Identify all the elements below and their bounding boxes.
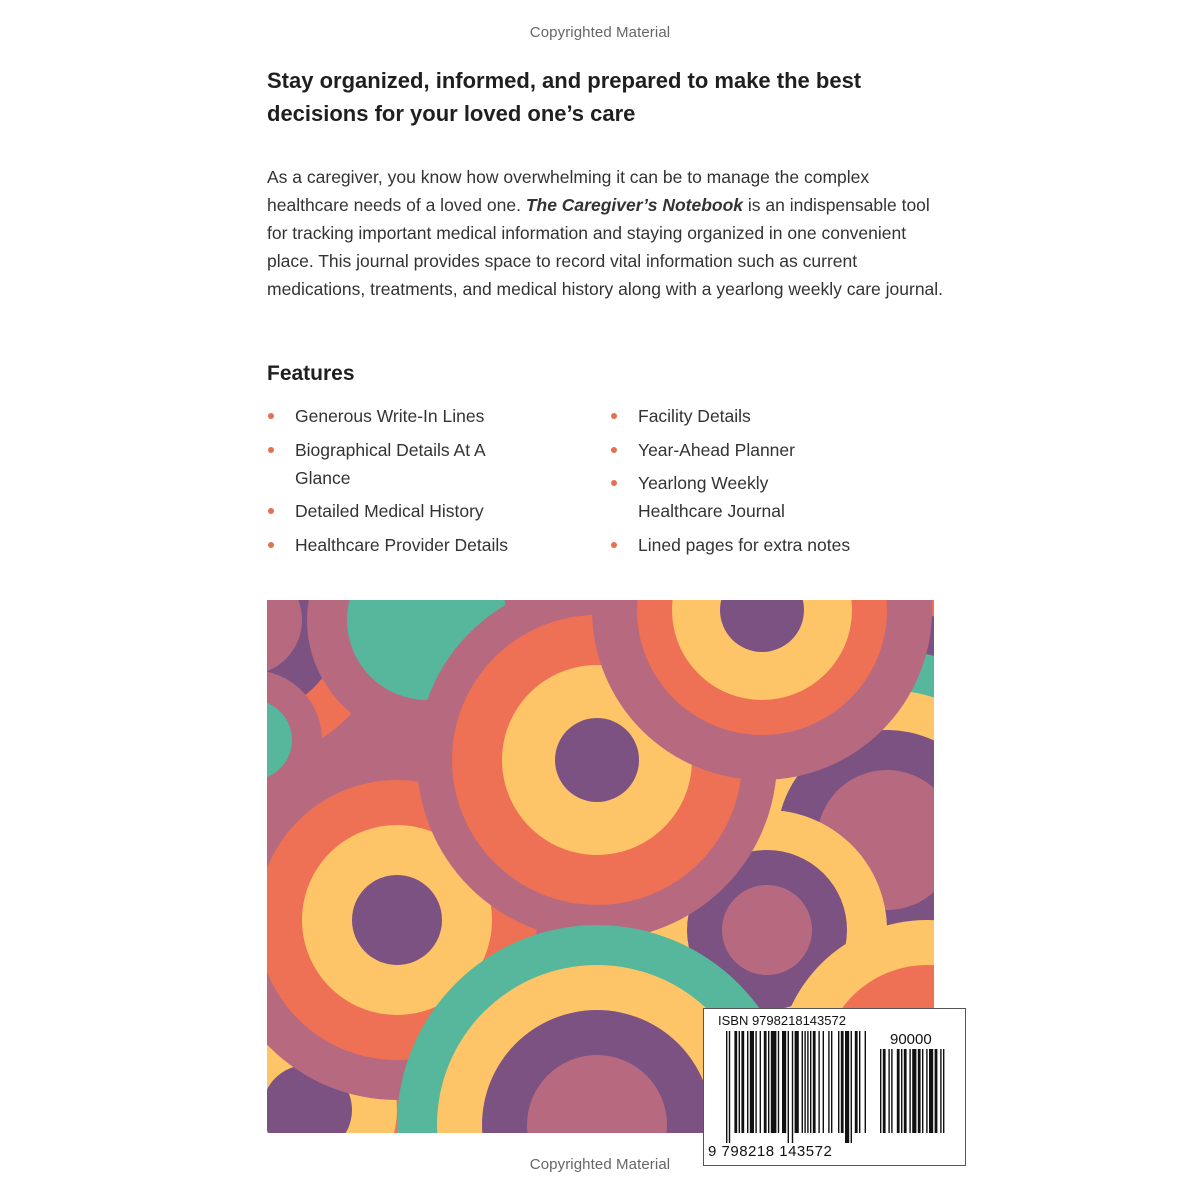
feature-label: Biographical Details At A Glance: [295, 439, 485, 488]
barcode-bar: [818, 1031, 819, 1133]
barcode-bar: [726, 1031, 727, 1143]
barcode-bar: [926, 1049, 927, 1133]
barcode-bar: [755, 1031, 756, 1133]
price-code: 90000: [890, 1031, 932, 1048]
isbn-digits: 9 798218 143572: [708, 1143, 833, 1160]
barcode-bar: [747, 1031, 748, 1133]
pattern-ring: [352, 875, 442, 965]
feature-label: Detailed Medical History: [295, 501, 484, 521]
barcode-bar: [795, 1031, 799, 1133]
bullet-icon: [268, 542, 274, 548]
pattern-ring: [722, 885, 812, 975]
barcode-bar: [778, 1031, 779, 1133]
barcode-bar: [804, 1031, 805, 1133]
barcode-bar: [883, 1049, 886, 1133]
barcode-bar: [880, 1049, 881, 1133]
barcode-bar: [739, 1031, 740, 1133]
barcode-bar: [771, 1031, 777, 1133]
barcode-box: [703, 1008, 966, 1166]
feature-item: [267, 436, 495, 492]
feature-label: Lined pages for extra notes: [638, 534, 851, 555]
barcode-bar: [838, 1031, 839, 1133]
barcode-bar: [909, 1049, 910, 1133]
barcode-bar: [845, 1031, 849, 1143]
features-heading: Features: [267, 362, 355, 385]
barcode-bar: [802, 1031, 803, 1133]
barcode-bar: [943, 1049, 944, 1133]
barcode-bar: [831, 1031, 832, 1133]
price-barcode: [880, 1049, 954, 1143]
barcode-bar: [782, 1031, 786, 1133]
barcode-bar: [859, 1031, 860, 1133]
feature-item: [267, 531, 587, 559]
feature-item: [267, 497, 587, 525]
barcode-bar: [888, 1049, 889, 1133]
pattern-ring: [555, 718, 639, 802]
intro-text-end: is an indispensable tool for tracking important medical information and staying organized in one convenient place. This journal provides space to record vital information such as current medications, treatments, and medical history along with a yearlong weekly care journal.: [267, 195, 944, 299]
barcode-bar: [741, 1031, 744, 1133]
barcode-bar: [729, 1031, 730, 1143]
barcode-bar: [940, 1049, 941, 1133]
barcode-bar: [922, 1049, 923, 1133]
isbn-barcode: [726, 1031, 868, 1143]
barcode-bar: [855, 1031, 858, 1133]
feature-item: [610, 469, 838, 525]
book-title: The Caregiver’s Notebook: [525, 195, 744, 215]
feature-item: [610, 402, 930, 430]
barcode-bar: [807, 1031, 808, 1133]
barcode-bar: [760, 1031, 761, 1133]
barcode-bar: [851, 1031, 852, 1143]
feature-item: [610, 436, 930, 464]
barcode-bar: [891, 1049, 892, 1133]
barcode-bar: [813, 1031, 816, 1133]
barcode-bar: [823, 1031, 824, 1133]
copyright-header: Copyrighted Material: [529, 24, 671, 41]
bullet-icon: [611, 413, 617, 419]
copyright-footer: Copyrighted Material: [529, 1156, 671, 1173]
feature-label: Healthcare Provider Details: [295, 534, 509, 555]
headline: Stay organized, informed, and prepared to make the best decisions for your loved one’s care: [267, 68, 862, 126]
features-list-left: [267, 402, 587, 564]
barcode-bar: [904, 1049, 907, 1133]
barcode-bar: [764, 1031, 767, 1133]
barcode-bar: [935, 1049, 938, 1133]
feature-label: Facility Details: [638, 406, 751, 426]
intro-text-start: As a caregiver, you know how overwhelming it can be to manage the complex healthcare needs of a loved one.: [267, 167, 870, 215]
barcode-bar: [810, 1031, 811, 1133]
feature-label: Yearlong Weekly Healthcare Journal: [638, 473, 785, 521]
bullet-icon: [268, 413, 274, 419]
isbn-label: ISBN 9798218143572: [718, 1013, 846, 1028]
bullet-icon: [611, 447, 617, 453]
bullet-icon: [268, 447, 274, 453]
barcode-bar: [828, 1031, 829, 1133]
barcode-bar: [734, 1031, 737, 1133]
barcode-bar: [788, 1031, 789, 1143]
features-list-right: [610, 402, 930, 564]
barcode-bar: [792, 1031, 793, 1143]
barcode-bar: [841, 1031, 844, 1133]
bullet-icon: [611, 542, 617, 548]
barcode-bar: [768, 1031, 769, 1133]
barcode-bar: [929, 1049, 933, 1133]
feature-label: Generous Write-In Lines: [295, 406, 485, 426]
barcode-bar: [750, 1031, 754, 1133]
feature-item: [267, 402, 587, 430]
feature-label: Year-Ahead Planner: [638, 439, 795, 460]
barcode-bar: [912, 1049, 916, 1133]
barcode-bar: [897, 1049, 900, 1133]
barcode-bar: [901, 1049, 902, 1133]
barcode-bar: [918, 1049, 921, 1133]
bullet-icon: [611, 480, 617, 486]
intro-paragraph: [267, 163, 947, 303]
barcode-bar: [865, 1031, 866, 1133]
bullet-icon: [268, 508, 274, 514]
feature-item: [610, 531, 930, 559]
